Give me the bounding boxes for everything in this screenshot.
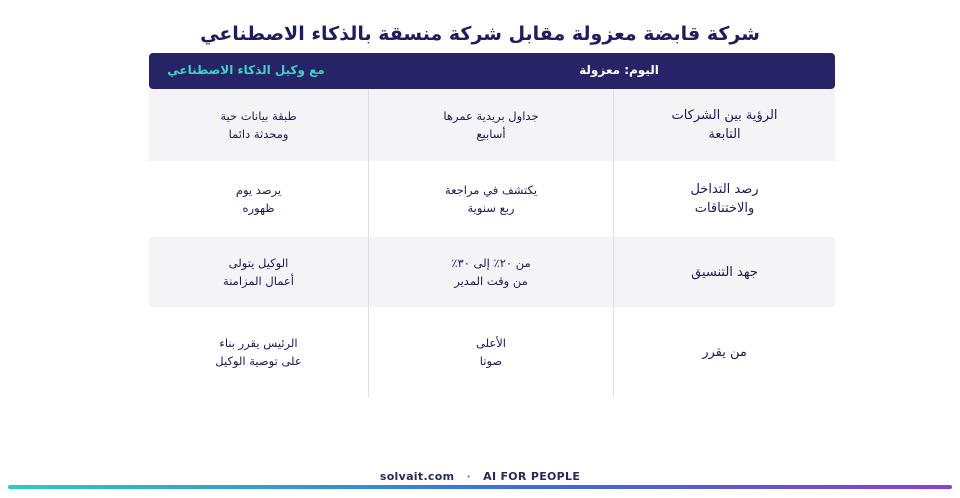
ai-cell: الوكيل يتولى أعمال المزامنة <box>223 256 294 288</box>
row-label: رصد التداخل والاختناقات <box>690 182 759 216</box>
today-cell: جداول بريدية عمرها أسابيع <box>368 89 614 161</box>
today-cell: يكتشف في مراجعة ربع سنوية <box>368 161 614 237</box>
footer-separator: · <box>466 470 471 483</box>
ai-cell: الرئيس يقرر بناء على توصية الوكيل <box>215 336 302 368</box>
footer-tagline: AI FOR PEOPLE <box>483 470 581 483</box>
row-label: جهد التنسيق <box>691 264 758 280</box>
comparison-table <box>149 53 835 397</box>
footer-site: solvait.com <box>379 470 455 483</box>
table-row <box>149 307 835 397</box>
header-ai-agent: مع وكيل الذكاء الاصطناعي <box>167 63 325 77</box>
row-label: الرؤية بين الشركات التابعة <box>671 108 778 142</box>
table-row <box>149 237 835 307</box>
header-today: اليوم: معزولة <box>579 63 659 77</box>
table-row <box>149 161 835 237</box>
footer <box>0 470 960 483</box>
gradient-bar <box>8 485 952 489</box>
table-row <box>149 89 835 161</box>
page-title: شركة قابضة معزولة مقابل شركة منسقة بالذكاء الاصطناعي <box>200 22 760 45</box>
table-header <box>149 53 835 89</box>
ai-cell: طبقة بيانات حية ومحدثة دائما <box>220 109 297 141</box>
today-cell: من ٢٠٪ إلى ٣٠٪ من وقت المدير <box>368 237 614 307</box>
row-label: من يقرر <box>702 344 747 360</box>
ai-cell: يرصد يوم ظهوره <box>235 183 282 215</box>
today-cell: الأعلى صوتا <box>368 307 614 397</box>
